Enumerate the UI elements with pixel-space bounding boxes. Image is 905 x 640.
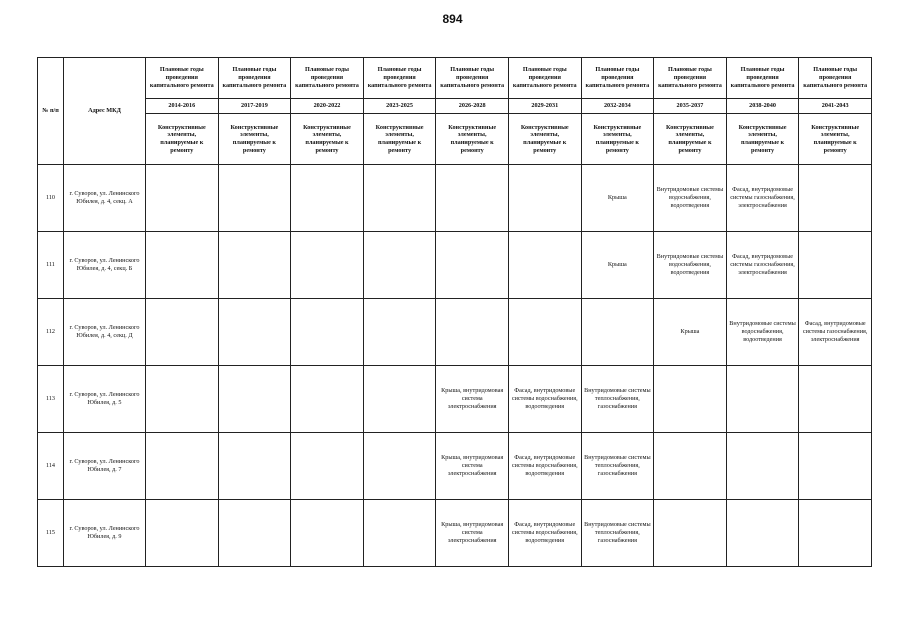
plan-header: Плановые годы проведения капитального ремонта — [218, 58, 291, 99]
repair-elements-cell — [726, 366, 799, 433]
row-number: 114 — [38, 433, 64, 500]
elements-header: Конструктивные элементы, планируемые к ремонту — [508, 114, 581, 165]
repair-elements-cell: Внутридомовые системы водоснабжения, водоотведения — [654, 232, 727, 299]
repair-elements-cell — [363, 232, 436, 299]
elements-header: Конструктивные элементы, планируемые к ремонту — [218, 114, 291, 165]
repair-elements-cell: Крыша, внутридомовая система электроснабжения — [436, 366, 509, 433]
repair-elements-cell — [508, 232, 581, 299]
repair-elements-cell — [218, 433, 291, 500]
repair-elements-cell: Фасад, внутридомовые системы водоснабжения, водоотведения — [508, 500, 581, 567]
period-header: 2023-2025 — [363, 99, 436, 114]
repair-elements-cell — [363, 433, 436, 500]
row-number: 113 — [38, 366, 64, 433]
repair-elements-cell: Внутридомовые системы водоснабжения, водоотведения — [726, 299, 799, 366]
repair-elements-cell — [799, 433, 872, 500]
row-address: г. Суворов, ул. Ленинского Юбилея, д. 4, секц. Д — [64, 299, 146, 366]
repair-elements-cell — [799, 500, 872, 567]
repair-elements-cell: Крыша — [581, 165, 654, 232]
page-number: 894 — [442, 12, 463, 26]
table-row — [38, 232, 872, 299]
repair-elements-cell: Фасад, внутридомовые системы газоснабжения, электроснабжения — [726, 232, 799, 299]
plan-header: Плановые годы проведения капитального ремонта — [726, 58, 799, 99]
repair-elements-cell — [291, 165, 364, 232]
table-header — [38, 58, 872, 165]
row-number: 112 — [38, 299, 64, 366]
repair-elements-cell: Внутридомовые системы теплоснабжения, газоснабжения — [581, 433, 654, 500]
repair-elements-cell — [218, 299, 291, 366]
table-row — [38, 366, 872, 433]
elements-header: Конструктивные элементы, планируемые к ремонту — [436, 114, 509, 165]
row-address: г. Суворов, ул. Ленинского Юбилея, д. 4, секц. Б — [64, 232, 146, 299]
elements-header: Конструктивные элементы, планируемые к ремонту — [726, 114, 799, 165]
repair-elements-cell — [654, 366, 727, 433]
repair-elements-cell — [436, 165, 509, 232]
repair-elements-cell: Фасад, внутридомовые системы газоснабжения, электроснабжения — [799, 299, 872, 366]
period-header: 2035-2037 — [654, 99, 727, 114]
plan-header: Плановые годы проведения капитального ремонта — [508, 58, 581, 99]
repair-elements-cell — [436, 232, 509, 299]
number-column-header: № п/п — [38, 58, 64, 165]
repair-elements-cell: Крыша, внутридомовая система электроснабжения — [436, 433, 509, 500]
repair-elements-cell — [146, 500, 219, 567]
repair-elements-cell: Фасад, внутридомовые системы газоснабжения, электроснабжения — [726, 165, 799, 232]
plan-header: Плановые годы проведения капитального ремонта — [363, 58, 436, 99]
plan-header-row — [38, 58, 872, 99]
repair-elements-cell — [799, 232, 872, 299]
row-address: г. Суворов, ул. Ленинского Юбилея, д. 9 — [64, 500, 146, 567]
repair-elements-cell — [363, 165, 436, 232]
repair-elements-cell — [508, 299, 581, 366]
elements-header: Конструктивные элементы, планируемые к ремонту — [654, 114, 727, 165]
row-number: 111 — [38, 232, 64, 299]
plan-header: Плановые годы проведения капитального ремонта — [291, 58, 364, 99]
repair-elements-cell — [146, 299, 219, 366]
repair-elements-cell — [436, 299, 509, 366]
repair-elements-cell — [146, 165, 219, 232]
table-row — [38, 165, 872, 232]
repair-elements-cell: Внутридомовые системы водоснабжения, водоотведения — [654, 165, 727, 232]
elements-row — [38, 114, 872, 165]
row-address: г. Суворов, ул. Ленинского Юбилея, д. 5 — [64, 366, 146, 433]
repair-elements-cell — [146, 433, 219, 500]
period-row — [38, 99, 872, 114]
table-row — [38, 299, 872, 366]
row-address: г. Суворов, ул. Ленинского Юбилея, д. 7 — [64, 433, 146, 500]
repair-elements-cell — [799, 165, 872, 232]
repair-elements-cell — [218, 232, 291, 299]
repair-elements-cell — [218, 500, 291, 567]
elements-header: Конструктивные элементы, планируемые к ремонту — [799, 114, 872, 165]
repair-elements-cell — [146, 366, 219, 433]
repair-elements-cell — [799, 366, 872, 433]
elements-header: Конструктивные элементы, планируемые к ремонту — [363, 114, 436, 165]
repair-elements-cell — [218, 165, 291, 232]
table-body — [38, 165, 872, 567]
repair-elements-cell — [218, 366, 291, 433]
repair-elements-cell — [291, 299, 364, 366]
repair-elements-cell — [291, 433, 364, 500]
address-column-header: Адрес МКД — [64, 58, 146, 165]
repair-elements-cell — [654, 500, 727, 567]
repair-elements-cell — [654, 433, 727, 500]
plan-header: Плановые годы проведения капитального ремонта — [799, 58, 872, 99]
repair-elements-cell: Крыша — [581, 232, 654, 299]
period-header: 2041-2043 — [799, 99, 872, 114]
repair-elements-cell — [363, 500, 436, 567]
repair-elements-cell — [291, 500, 364, 567]
elements-header: Конструктивные элементы, планируемые к ремонту — [146, 114, 219, 165]
table-row — [38, 500, 872, 567]
repair-elements-cell — [508, 165, 581, 232]
period-header: 2032-2034 — [581, 99, 654, 114]
table-row — [38, 433, 872, 500]
repair-elements-cell: Крыша, внутридомовая система электроснабжения — [436, 500, 509, 567]
plan-header: Плановые годы проведения капитального ремонта — [654, 58, 727, 99]
capital-repair-table — [37, 57, 872, 567]
repair-elements-cell — [726, 433, 799, 500]
plan-header: Плановые годы проведения капитального ремонта — [581, 58, 654, 99]
plan-header: Плановые годы проведения капитального ремонта — [146, 58, 219, 99]
repair-elements-cell — [363, 299, 436, 366]
plan-header: Плановые годы проведения капитального ремонта — [436, 58, 509, 99]
period-header: 2038-2040 — [726, 99, 799, 114]
repair-elements-cell — [291, 232, 364, 299]
repair-elements-cell — [363, 366, 436, 433]
repair-elements-cell: Фасад, внутридомовые системы водоснабжения, водоотведения — [508, 433, 581, 500]
repair-elements-cell: Внутридомовые системы теплоснабжения, газоснабжения — [581, 366, 654, 433]
period-header: 2014-2016 — [146, 99, 219, 114]
repair-elements-cell — [726, 500, 799, 567]
elements-header: Конструктивные элементы, планируемые к ремонту — [581, 114, 654, 165]
period-header: 2020-2022 — [291, 99, 364, 114]
row-number: 110 — [38, 165, 64, 232]
repair-elements-cell: Внутридомовые системы теплоснабжения, газоснабжения — [581, 500, 654, 567]
repair-elements-cell: Крыша — [654, 299, 727, 366]
repair-elements-cell — [146, 232, 219, 299]
period-header: 2017-2019 — [218, 99, 291, 114]
row-address: г. Суворов, ул. Ленинского Юбилея, д. 4, секц. А — [64, 165, 146, 232]
elements-header: Конструктивные элементы, планируемые к ремонту — [291, 114, 364, 165]
repair-elements-cell: Фасад, внутридомовые системы водоснабжения, водоотведения — [508, 366, 581, 433]
period-header: 2029-2031 — [508, 99, 581, 114]
repair-elements-cell — [581, 299, 654, 366]
period-header: 2026-2028 — [436, 99, 509, 114]
repair-elements-cell — [291, 366, 364, 433]
row-number: 115 — [38, 500, 64, 567]
